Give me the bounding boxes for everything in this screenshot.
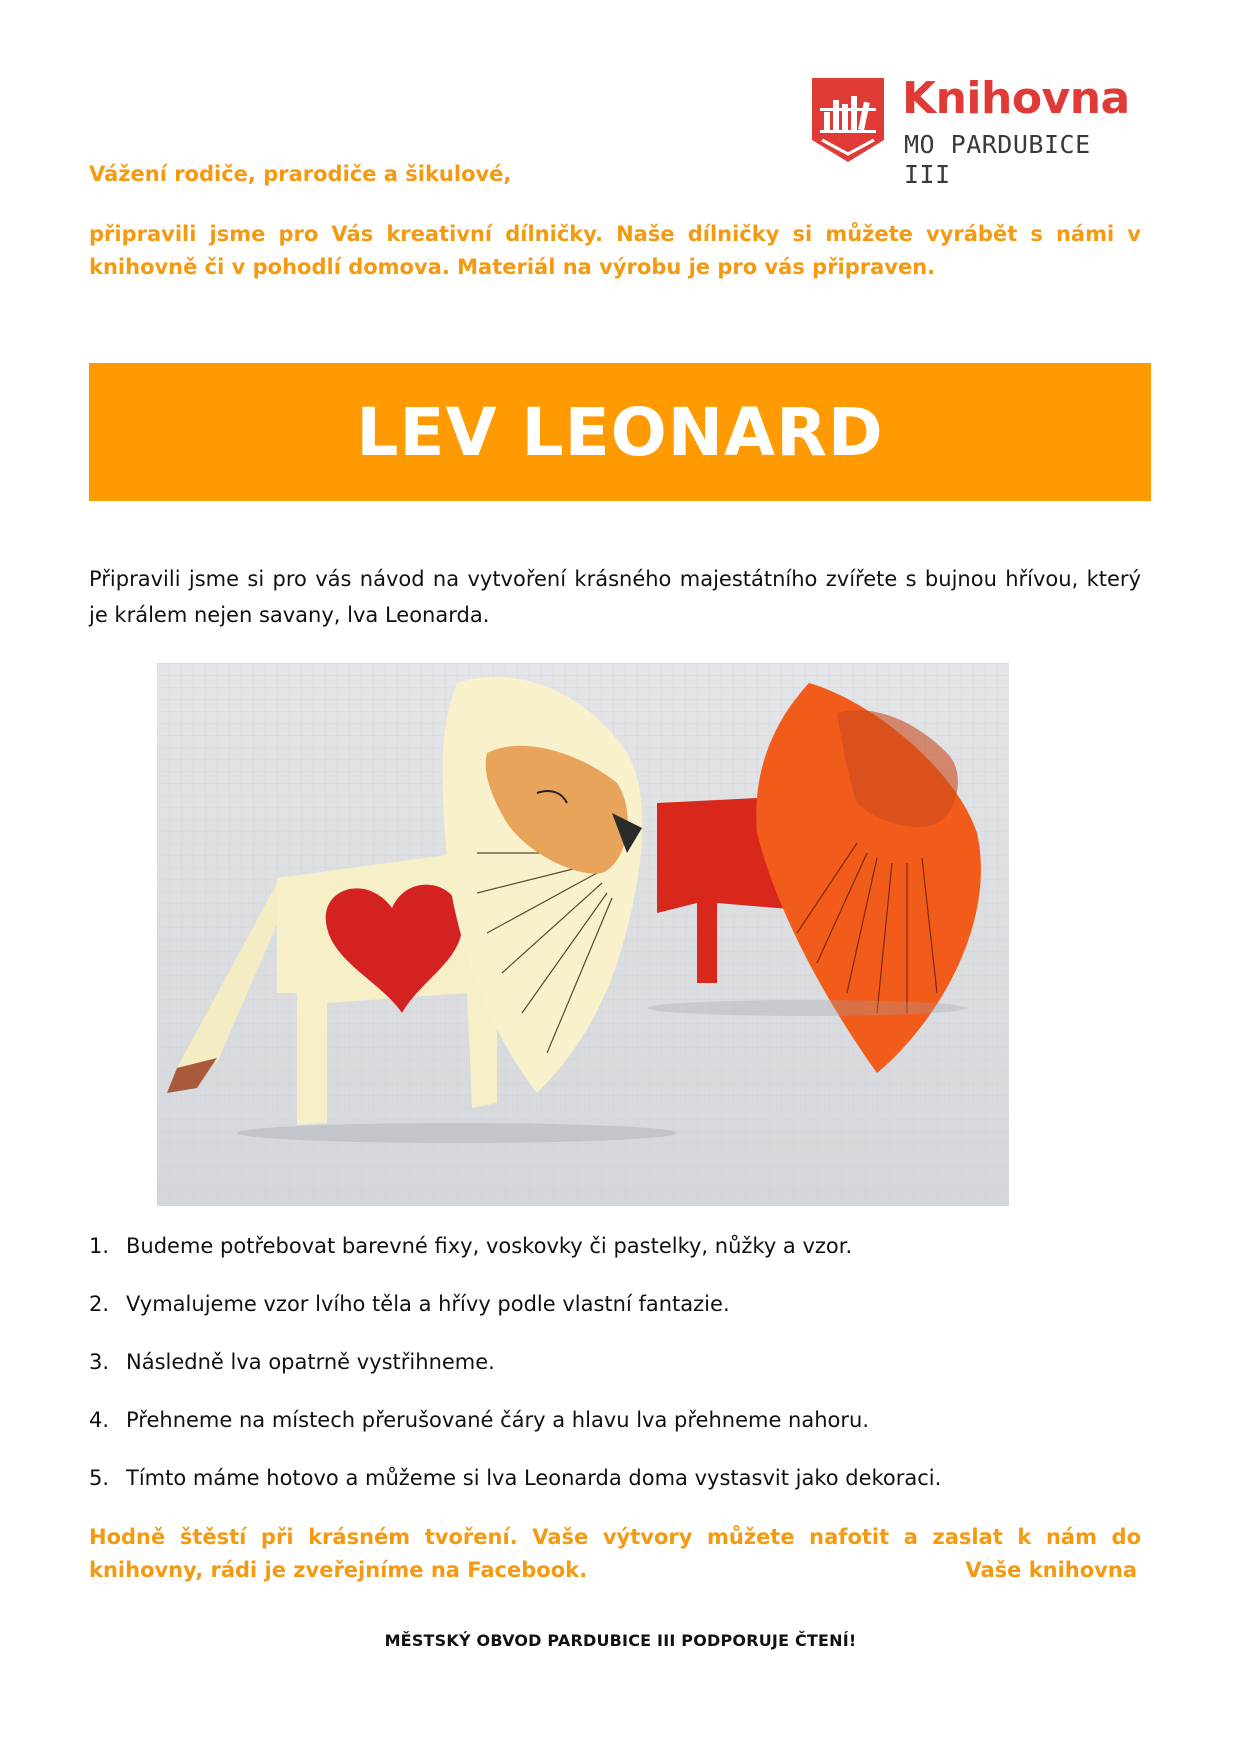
paper-lion-craft-photo: [157, 663, 1009, 1206]
step-text: Vymalujeme vzor lvího těla a hřívy podle vlastní fantazie.: [126, 1292, 730, 1316]
step-number: 4.: [89, 1408, 110, 1432]
logo-subtitle: MO PARDUBICE III: [904, 130, 1091, 189]
instruction-steps: [89, 1232, 1141, 1522]
step-text: Následně lva opatrně vystřihneme.: [126, 1350, 495, 1374]
library-logo: [812, 72, 1142, 189]
list-item: [89, 1232, 1141, 1290]
signature: Vaše knihovna: [965, 1558, 1137, 1582]
closing-paragraph: [89, 1521, 1141, 1587]
list-item: [89, 1348, 1141, 1406]
lion-photo-illustration: [157, 663, 1009, 1206]
step-number: 5.: [89, 1466, 110, 1490]
list-item: [89, 1406, 1141, 1464]
step-text: Přehneme na místech přerušované čáry a hlavu lva přehneme nahoru.: [126, 1408, 869, 1432]
intro-paragraph: připravili jsme pro Vás kreativní dílničky. Naše dílničky si můžete vyrábět s námi v knihovně či v pohodlí domova. Materiál na výrobu je pro vás připraven.: [89, 222, 1141, 279]
page-title: LEV LEONARD: [356, 393, 884, 471]
list-item: [89, 1464, 1141, 1522]
list-item: [89, 1290, 1141, 1348]
library-books-icon: [812, 78, 884, 162]
step-text: Budeme potřebovat barevné fixy, voskovky či pastelky, nůžky a vzor.: [126, 1234, 853, 1258]
footer-slogan: MĚSTSKÝ OBVOD PARDUBICE III PODPORUJE ČTENÍ!: [384, 1631, 857, 1650]
step-text: Tímto máme hotovo a můžeme si lva Leonarda doma vystasvit jako dekoraci.: [126, 1466, 942, 1490]
description: Připravili jsme si pro vás návod na vytvoření krásného majestátního zvířete s bujnou hřívou, který je králem nejen savany, lva Leonarda.: [89, 567, 1141, 627]
logo-title: Knihovna: [902, 73, 1130, 124]
step-number: 3.: [89, 1350, 110, 1374]
step-number: 2.: [89, 1292, 110, 1316]
step-number: 1.: [89, 1234, 110, 1258]
closing-text: Hodně štěstí při krásném tvoření. Vaše výtvory můžete nafotit a zaslat k nám do knihovny, rádi je zveřejníme na Facebook.: [89, 1525, 1141, 1582]
greeting: Vážení rodiče, prarodiče a šikulové,: [89, 162, 512, 186]
title-banner: [89, 363, 1151, 501]
